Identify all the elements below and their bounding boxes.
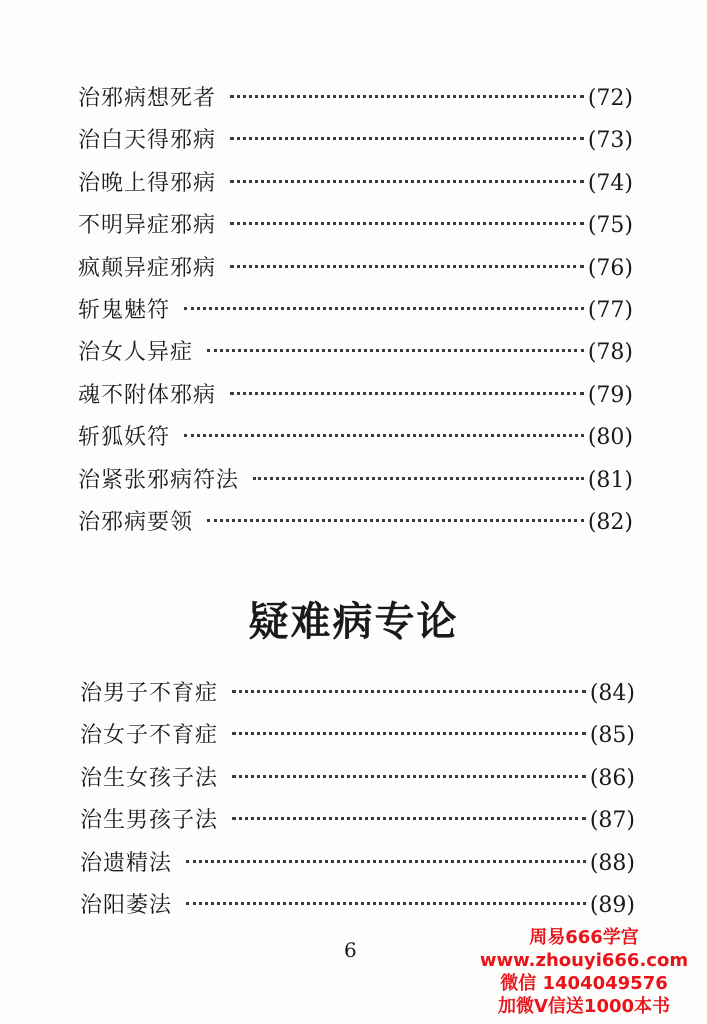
dot-leader <box>184 307 584 310</box>
dot-leader <box>207 349 584 352</box>
toc-entry[interactable] <box>78 248 633 290</box>
watermark-line: 加微V信送1000本书 <box>497 996 671 1017</box>
watermark-line: 微信 1404049576 <box>500 973 668 994</box>
toc-entry[interactable] <box>78 502 633 544</box>
toc-entry-title: 治女人异症 <box>78 340 194 366</box>
watermark-url: www.zhouyi666.com <box>479 950 689 971</box>
toc-entry[interactable] <box>78 290 633 332</box>
toc-entry-page: (89) <box>589 892 635 918</box>
toc-entry-page: (76) <box>587 255 633 281</box>
toc-entry-page: (81) <box>587 467 633 493</box>
toc-entry-title: 治白天得邪病 <box>78 128 217 154</box>
dot-leader <box>230 392 584 395</box>
dot-leader <box>207 519 584 522</box>
toc-entry[interactable] <box>78 460 633 502</box>
toc-list-difficult-diseases <box>80 673 635 927</box>
toc-entry[interactable] <box>78 78 633 120</box>
dot-leader <box>253 477 584 480</box>
dot-leader <box>186 860 586 863</box>
watermark-line: 周易666学宫 <box>529 927 639 948</box>
toc-entry[interactable] <box>80 885 635 927</box>
dot-leader <box>184 434 584 437</box>
toc-entry-title: 疯颠异症邪病 <box>78 255 217 281</box>
toc-entry-page: (79) <box>587 382 633 408</box>
toc-entry-title: 治邪病要领 <box>78 509 194 535</box>
toc-list-demonic-illness <box>78 78 633 544</box>
toc-entry-page: (88) <box>589 850 635 876</box>
toc-entry[interactable] <box>80 758 635 800</box>
page-number: 6 <box>344 938 357 962</box>
toc-entry-title: 治邪病想死者 <box>78 86 217 111</box>
toc-entry-page: (80) <box>587 425 633 451</box>
toc-entry-title: 魂不附体邪病 <box>78 382 217 408</box>
toc-entry-page: (77) <box>587 297 633 323</box>
toc-entry[interactable] <box>78 375 633 417</box>
toc-entry-title: 治遗精法 <box>80 850 173 876</box>
toc-entry-page: (87) <box>589 808 635 834</box>
toc-entry[interactable] <box>78 205 633 247</box>
toc-entry-page: (85) <box>589 723 635 749</box>
toc-entry-title: 治生女孩子法 <box>80 765 219 791</box>
toc-entry-page: (73) <box>587 128 633 154</box>
dot-leader <box>230 137 584 140</box>
toc-entry-title: 斩狐妖符 <box>78 425 171 451</box>
dot-leader <box>230 265 584 268</box>
dot-leader <box>230 180 584 183</box>
toc-entry-title: 治女子不育症 <box>80 723 219 749</box>
dot-leader <box>232 775 586 778</box>
toc-entry-page: (78) <box>587 340 633 366</box>
toc-entry-title: 治生男孩子法 <box>80 808 219 834</box>
toc-entry-title: 治男子不育症 <box>80 681 219 706</box>
toc-entry[interactable] <box>80 715 635 757</box>
section-heading: 疑难病专论 <box>248 599 459 645</box>
toc-entry-page: (75) <box>587 213 633 239</box>
toc-entry[interactable] <box>80 843 635 885</box>
toc-entry-title: 治晚上得邪病 <box>78 170 217 196</box>
toc-entry-page: (74) <box>587 170 633 196</box>
toc-entry-page: (72) <box>587 86 633 111</box>
toc-entry-page: (82) <box>587 509 633 535</box>
toc-entry-title: 治阳萎法 <box>80 892 173 918</box>
toc-entry-page: (84) <box>589 681 635 706</box>
toc-entry-title: 斩鬼魅符 <box>78 297 171 323</box>
toc-entry[interactable] <box>78 332 633 374</box>
toc-entry[interactable] <box>78 417 633 459</box>
toc-entry-page: (86) <box>589 765 635 791</box>
toc-entry-title: 不明异症邪病 <box>78 213 217 239</box>
dot-leader <box>186 902 586 905</box>
toc-entry[interactable] <box>80 673 635 715</box>
dot-leader <box>230 222 584 225</box>
toc-entry[interactable] <box>78 163 633 205</box>
toc-entry[interactable] <box>78 120 633 162</box>
dot-leader <box>232 732 586 735</box>
toc-entry[interactable] <box>80 800 635 842</box>
toc-entry-title: 治紧张邪病符法 <box>78 467 240 493</box>
dot-leader <box>232 817 586 820</box>
dot-leader <box>232 690 586 693</box>
dot-leader <box>230 95 584 98</box>
watermark <box>469 926 699 1018</box>
